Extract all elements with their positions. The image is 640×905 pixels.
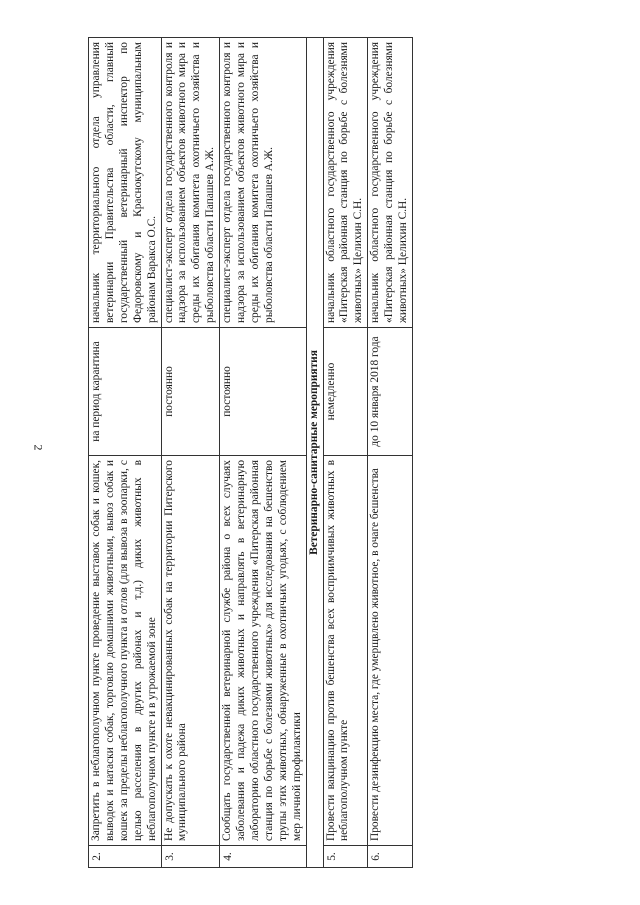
measure-cell: Не допускать к охоте невакцинированных собак на территории Питерского муниципального района [161,456,220,846]
row-number: 2. [89,846,162,868]
section-header-row [306,38,323,868]
deadline-cell: до 10 января 2018 года [368,328,413,456]
row-number: 3. [161,846,220,868]
measures-table [88,37,413,868]
responsible-cell: специалист-эксперт отдела государственного контроля и надзора за использованием объектов животного мира и среды их обитания комитета охотничьего хозяйства и рыболовства области Папашев А.Ж. [220,38,306,328]
measure-cell: Сообщать государственной ветеринарной службе района о всех случаях заболевания и падежа диких животных и направлять в ветеринарную лабораторию областного государственного учреждения «Питерская районная станция по борьбе с болезнями животных» для исследования на бешенство трупы этих животных, обнаруженные в охотничьих угодьях, с соблюдением мер личной профилактики [220,456,306,846]
responsible-cell: начальник территориального отдела управления ветеринарии Правительства области, главный государственный ветеринарный инспектор по Федоровскому и Краснокутскому муниципальным районам Варакса О.С. [89,38,162,328]
deadline-cell: на период карантина [89,328,162,456]
table-row [161,38,220,868]
measure-cell: Провести вакцинацию против бешенства всех восприимчивых животных в неблагополучном пункте [323,456,368,846]
page-number: 2 [31,444,46,451]
responsible-cell: специалист-эксперт отдела государственного контроля и надзора за использованием объектов животного мира и среды их обитания комитета охотничьего хозяйства и рыболовства области Папашев А.Ж. [161,38,220,328]
table-row [368,38,413,868]
section-title: Ветеринарно-санитарные мероприятия [306,38,323,868]
deadline-cell: постоянно [220,328,306,456]
responsible-cell: начальник областного государственного учреждения «Питерская районная станция по борьбе с болезнями животных» Целихин С.Н. [368,38,413,328]
measures-table-rotated [88,38,528,868]
table-row [89,38,162,868]
table-row [323,38,368,868]
deadline-cell: немедленно [323,328,368,456]
row-number: 4. [220,846,306,868]
row-number: 6. [368,846,413,868]
row-number: 5. [323,846,368,868]
measure-cell: Запретить в неблагополучном пункте проведение выставок собак и кошек, выводок и натаски собак, торговлю домашними животными, вывоз собак и кошек за пределы неблагополучного пункта и отлов (для вывоза в зоопарки, с целью расселения в других районах и т.д.) диких животных в неблагополучном пункте и в угрожаемой зоне [89,456,162,846]
deadline-cell: постоянно [161,328,220,456]
measure-cell: Провести дезинфекцию места, где умерщвлено животное, в очаге бешенства [368,456,413,846]
table-row [220,38,306,868]
responsible-cell: начальник областного государственного учреждения «Питерская районная станция по борьбе с болезнями животных» Целихин С.Н. [323,38,368,328]
